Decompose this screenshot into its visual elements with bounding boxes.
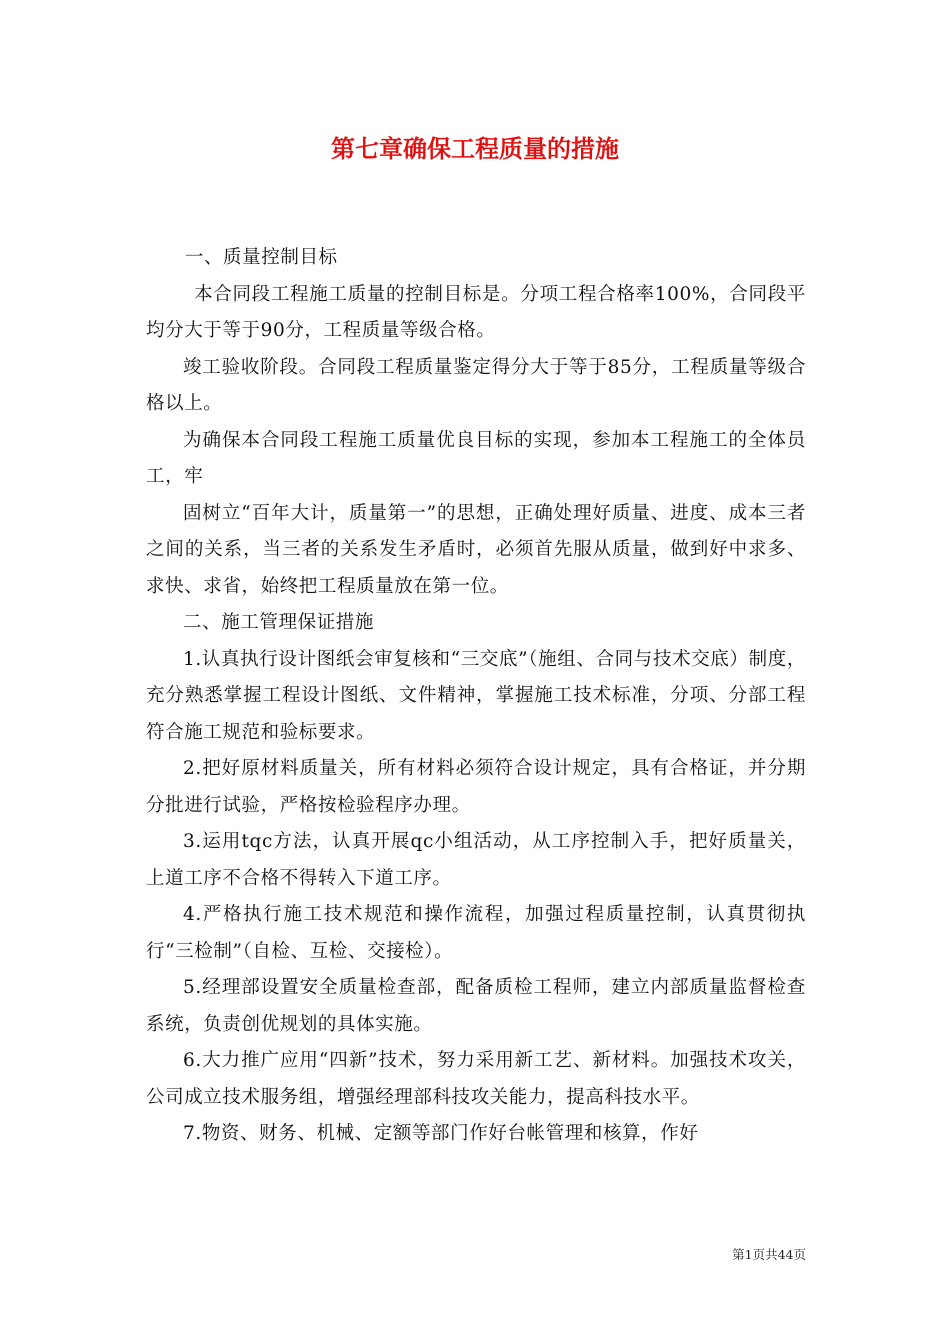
- list-item-measure-1: 1.认真执行设计图纸会审复核和“三交底”（施组、合同与技术交底）制度，充分熟悉掌握工程设计图纸、文件精神，掌握施工技术标准，分项、分部工程符合施工规范和验标要求。: [146, 648, 806, 743]
- list-item-measure-4: 4.严格执行施工技术规范和操作流程，加强过程质量控制，认真贯彻执行“三检制”（自检、互检、交接检）。: [146, 904, 806, 962]
- document-title: 第七章确保工程质量的措施: [331, 134, 619, 163]
- list-item-measure-2: 2.把好原材料质量关，所有材料必须符合设计规定，具有合格证，并分期分批进行试验，严格按检验程序办理。: [146, 758, 806, 816]
- page-number-footer: 第1页共44页: [732, 1247, 806, 1262]
- list-item-measure-3: 3.运用tqc方法，认真开展qc小组活动，从工序控制入手，把好质量关，上道工序不合格不得转入下道工序。: [146, 831, 806, 889]
- document-body: [146, 240, 806, 1153]
- paragraph-ensure-goal: 为确保本合同段工程施工质量优良目标的实现，参加本工程施工的全体员工，牢: [146, 429, 806, 487]
- paragraph-completion-acceptance: 竣工验收阶段。合同段工程质量鉴定得分大于等于85分，工程质量等级合格以上。: [146, 356, 806, 414]
- section-heading-management-measures: 二、施工管理保证措施: [183, 612, 375, 633]
- paragraph-control-target: 本合同段工程施工质量的控制目标是。分项工程合格率100%，合同段平均分大于等于90分，工程质量等级合格。: [146, 283, 806, 341]
- list-item-measure-6: 6.大力推广应用“四新”技术，努力采用新工艺、新材料。加强技术攻关，公司成立技术服务组，增强经理部科技攻关能力，提高科技水平。: [146, 1050, 806, 1108]
- list-item-measure-7: 7.物资、财务、机械、定额等部门作好台帐管理和核算，作好: [183, 1123, 699, 1144]
- list-item-measure-5: 5.经理部设置安全质量检查部，配备质检工程师，建立内部质量监督检查系统，负责创优规划的具体实施。: [146, 977, 806, 1035]
- paragraph-quality-first: 固树立“百年大计，质量第一”的思想，正确处理好质量、进度、成本三者之间的关系，当三者的关系发生矛盾时，必须首先服从质量，做到好中求多、求快、求省，始终把工程质量放在第一位。: [146, 502, 806, 597]
- section-heading-quality-goal: 一、质量控制目标: [184, 247, 338, 268]
